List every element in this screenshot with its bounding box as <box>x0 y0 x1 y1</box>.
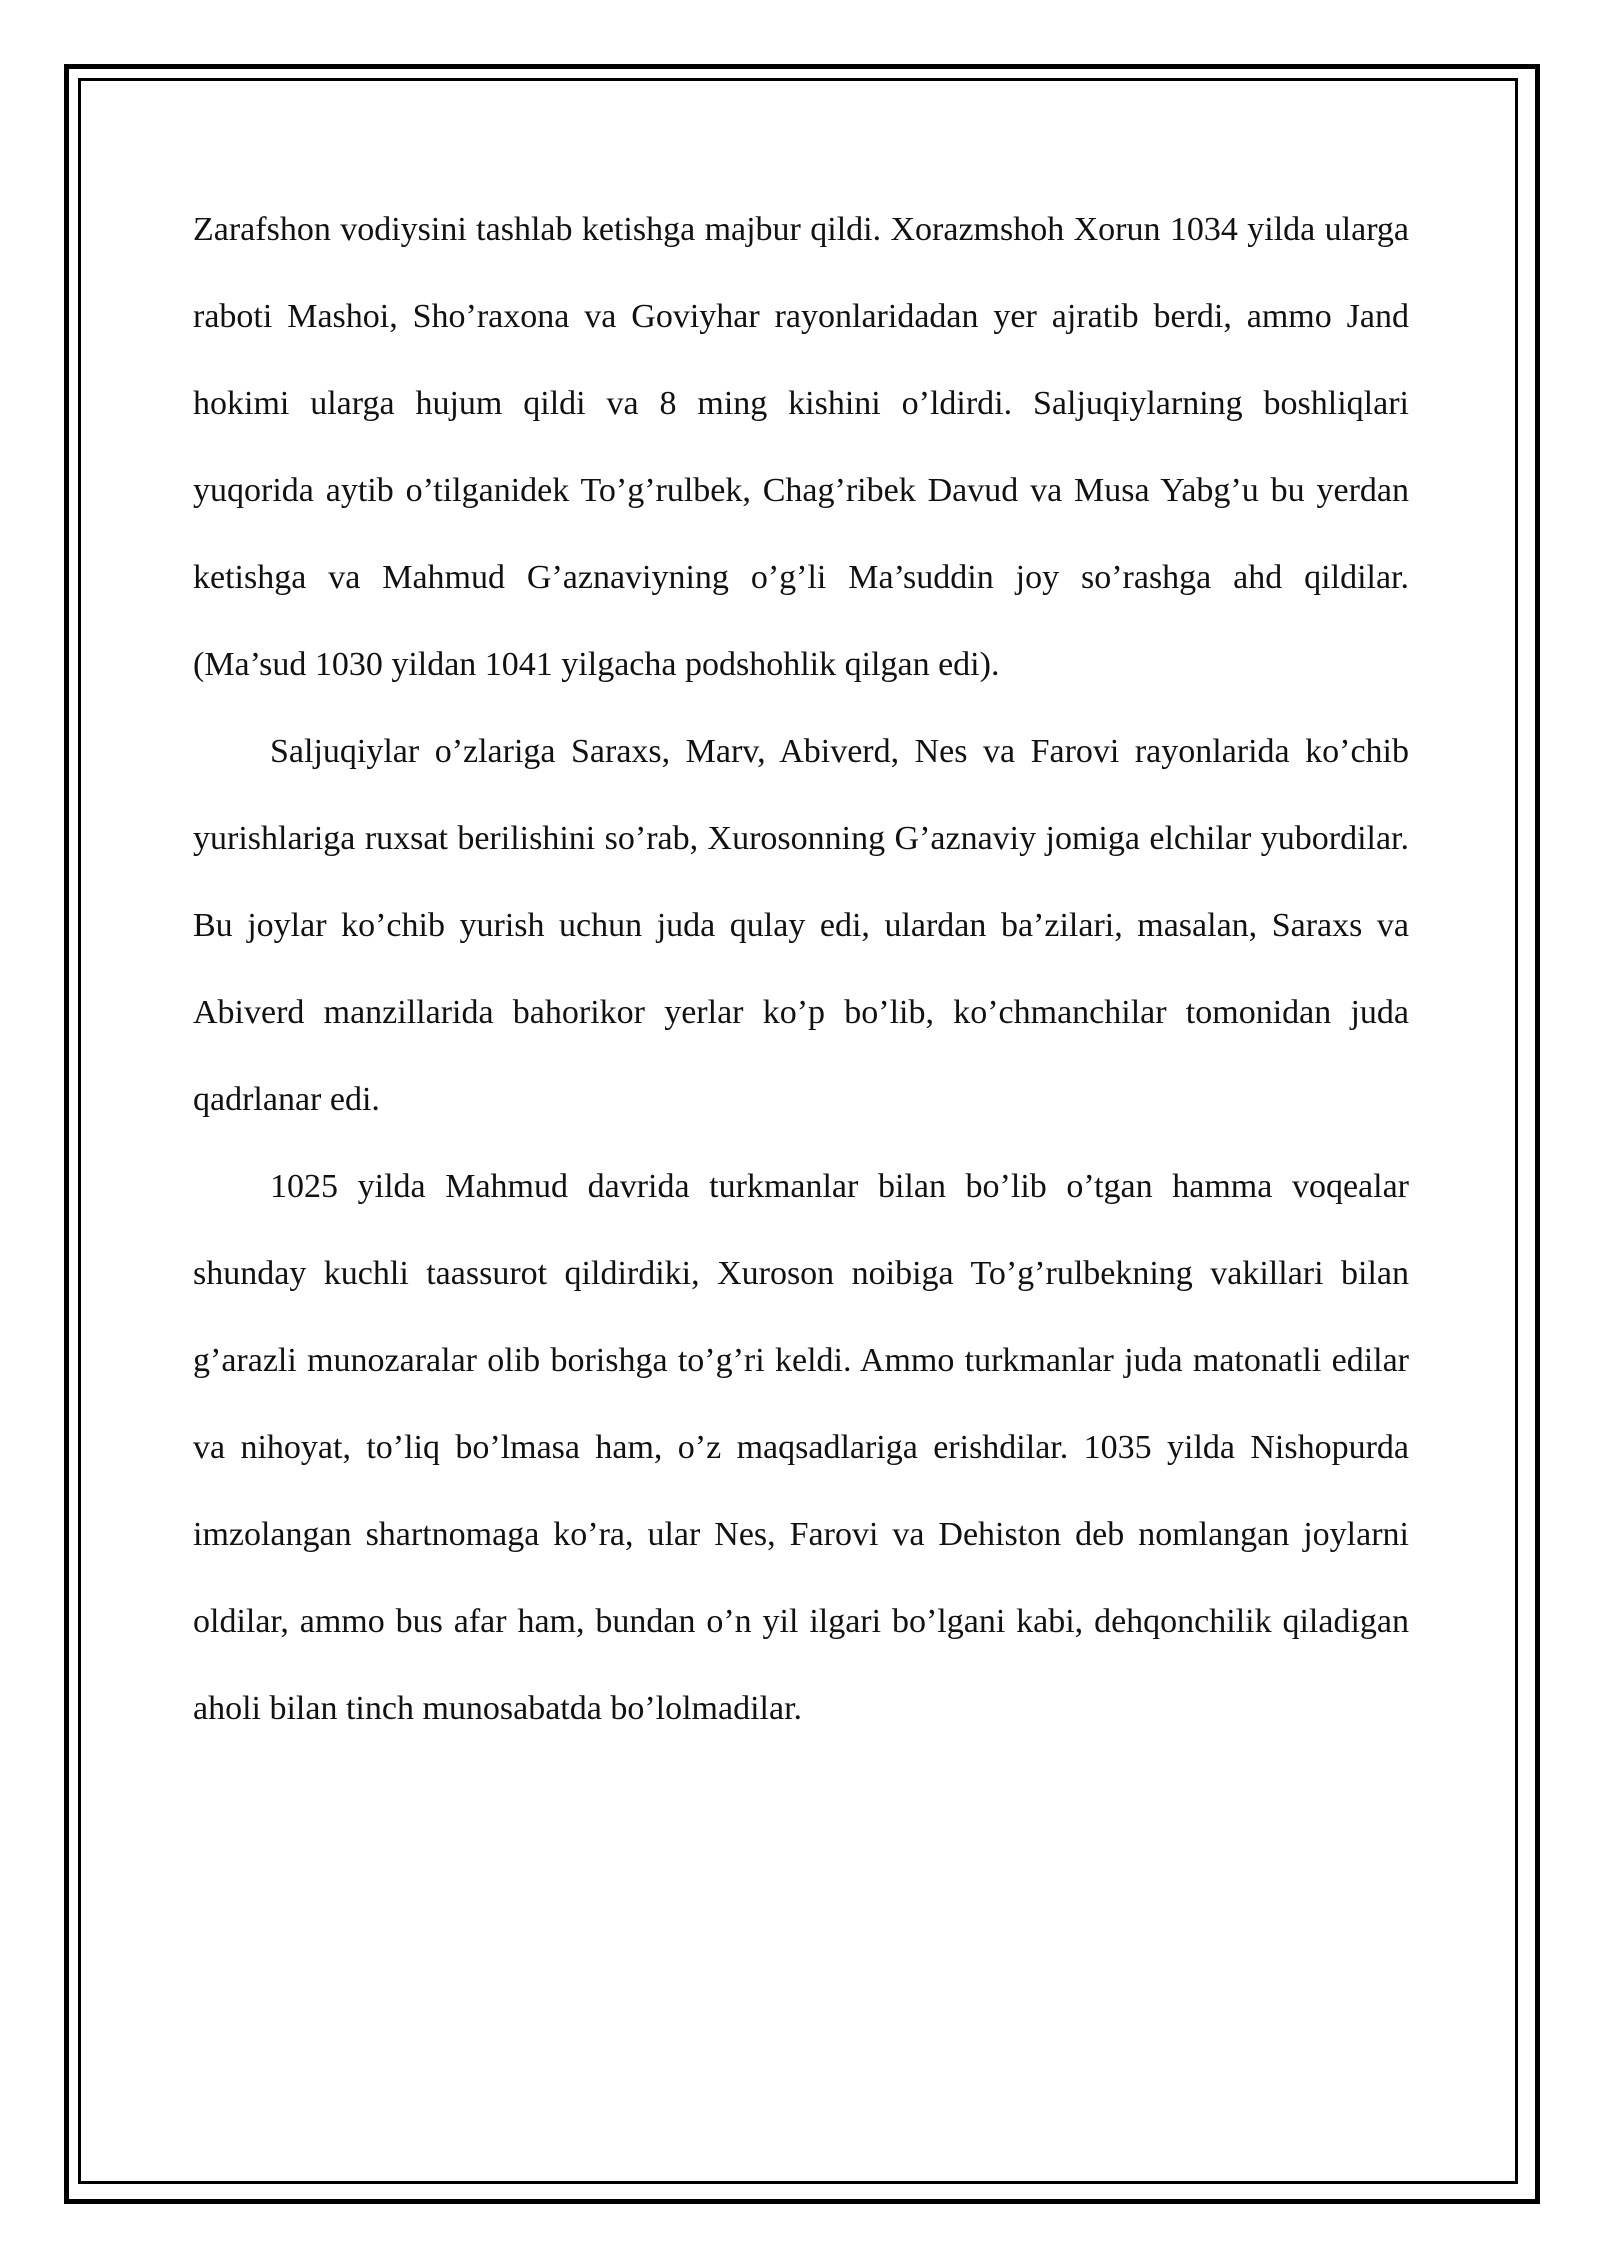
document-text-body <box>193 186 1409 1752</box>
paragraph-3: 1025 yilda Mahmud davrida turkmanlar bilan bo’lib o’tgan hamma voqealar shunday kuchli taassurot qildirdiki, Xuroson noibiga To’g’rulbekning vakillari bilan g’arazli munozaralar olib borishga to’g’ri keldi. Ammo turkmanlar juda matonatli edilar va nihoyat, to’liq bo’lmasa ham, o’z maqsadlariga erishdilar. 1035 yilda Nishopurda imzolangan shartnomaga ko’ra, ular Nes, Farovi va Dehiston deb nomlangan joylarni oldilar, ammo bus afar ham, bundan o’n yil ilgari bo’lgani kabi, dehqonchilik qiladigan aholi bilan tinch munosabatda bo’lolmadilar. <box>193 1168 1409 1727</box>
paragraph-2: Saljuqiylar o’zlariga Saraxs, Marv, Abiverd, Nes va Farovi rayonlarida ko’chib yurishlariga ruxsat berilishini so’rab, Xurosonning G’aznaviy jomiga elchilar yubordilar. Bu joylar ko’chib yurish uchun juda qulay edi, ulardan ba’zilari, masalan, Saraxs va Abiverd manzillarida bahorikor yerlar ko’p bo’lib, ko’chmanchilar tomonidan juda qadrlanar edi. <box>193 733 1409 1118</box>
paragraph-1: Zarafshon vodiysini tashlab ketishga majbur qildi. Xorazmshoh Xorun 1034 yilda ularga raboti Mashoi, Sho’raxona va Goviyhar rayonlaridadan yer ajratib berdi, ammo Jand hokimi ularga hujum qildi va 8 ming kishini o’ldirdi. Saljuqiylarning boshliqlari yuqorida aytib o’tilganidek To’g’rulbek, Chag’ribek Davud va Musa Yabg’u bu yerdan ketishga va Mahmud G’aznaviyning o’g’li Ma’suddin joy so’rashga ahd qildilar. (Ma’sud 1030 yildan 1041 yilgacha podshohlik qilgan edi). <box>193 211 1409 683</box>
